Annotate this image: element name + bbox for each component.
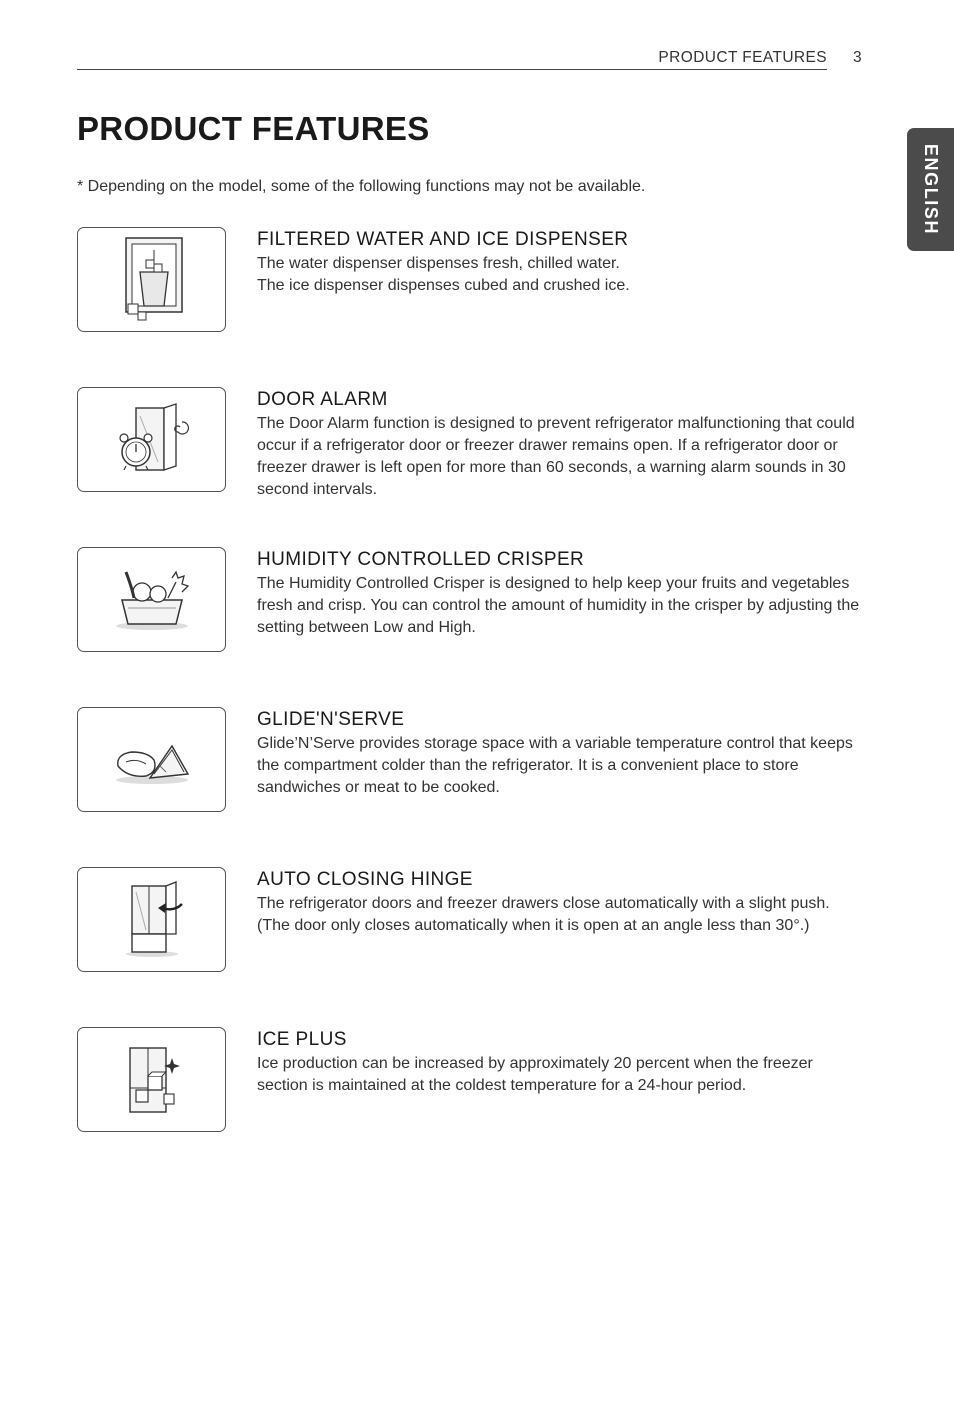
header-section-label: PRODUCT FEATURES <box>658 49 827 66</box>
feature-title: GLIDE'N'SERVE <box>257 709 405 730</box>
feature-description: Ice production can be increased by approximately 20 percent when the freezer section is maintained at the coldest temperature for a 24-hour period. <box>257 1055 813 1094</box>
feature-description: Glide’N’Serve provides storage space with a variable temperature control that keeps the compartment colder than the refrigerator. It is a convenient place to store sandwiches or meat to be cooked. <box>257 735 853 796</box>
sandwich-meat-icon <box>102 712 202 808</box>
feature-icon-frame <box>77 867 226 972</box>
feature-icon-frame <box>77 707 226 812</box>
feature-description: The water dispenser dispenses fresh, chilled water. The ice dispenser dispenses cubed and crushed ice. <box>257 255 630 294</box>
feature-icon-frame <box>77 387 226 492</box>
feature-icon-frame <box>77 1027 226 1132</box>
water-dispenser-icon <box>102 232 202 328</box>
availability-note: * Depending on the model, some of the following functions may not be available. <box>77 178 646 195</box>
vegetable-basket-icon <box>102 552 202 648</box>
alarm-clock-fridge-icon <box>102 392 202 488</box>
feature-humidity-crisper <box>77 547 867 657</box>
feature-glide-n-serve <box>77 707 867 817</box>
header-rule <box>77 69 827 70</box>
language-tab <box>907 128 954 251</box>
feature-icon-frame <box>77 227 226 332</box>
feature-title: ICE PLUS <box>257 1029 347 1050</box>
feature-door-alarm <box>77 387 867 497</box>
feature-description: The refrigerator doors and freezer drawers close automatically with a slight push. (The door only closes automatically when it is open at an angle less than 30°.) <box>257 895 830 934</box>
feature-ice-plus <box>77 1027 867 1137</box>
language-tab-label: ENGLISH <box>921 143 941 236</box>
page-title: PRODUCT FEATURES <box>77 110 430 147</box>
feature-description: The Humidity Controlled Crisper is designed to help keep your fruits and vegetables fresh and crisp. You can control the amount of humidity in the crisper by adjusting the setting between Low and High. <box>257 575 860 636</box>
feature-title: DOOR ALARM <box>257 389 388 410</box>
feature-title: HUMIDITY CONTROLLED CRISPER <box>257 549 585 570</box>
page-number: 3 <box>853 49 862 66</box>
feature-icon-frame <box>77 547 226 652</box>
ice-cubes-fridge-icon <box>102 1032 202 1128</box>
feature-title: AUTO CLOSING HINGE <box>257 869 473 890</box>
feature-description: The Door Alarm function is designed to prevent refrigerator malfunctioning that could occur if a refrigerator door or freezer drawer remains open. If a refrigerator door or freezer drawer is left open for more than 60 seconds, a warning alarm sounds in 30 second intervals. <box>257 415 855 498</box>
closing-door-icon <box>102 872 202 968</box>
feature-title: FILTERED WATER AND ICE DISPENSER <box>257 229 629 250</box>
feature-water-ice-dispenser <box>77 227 867 337</box>
feature-auto-closing-hinge <box>77 867 867 977</box>
